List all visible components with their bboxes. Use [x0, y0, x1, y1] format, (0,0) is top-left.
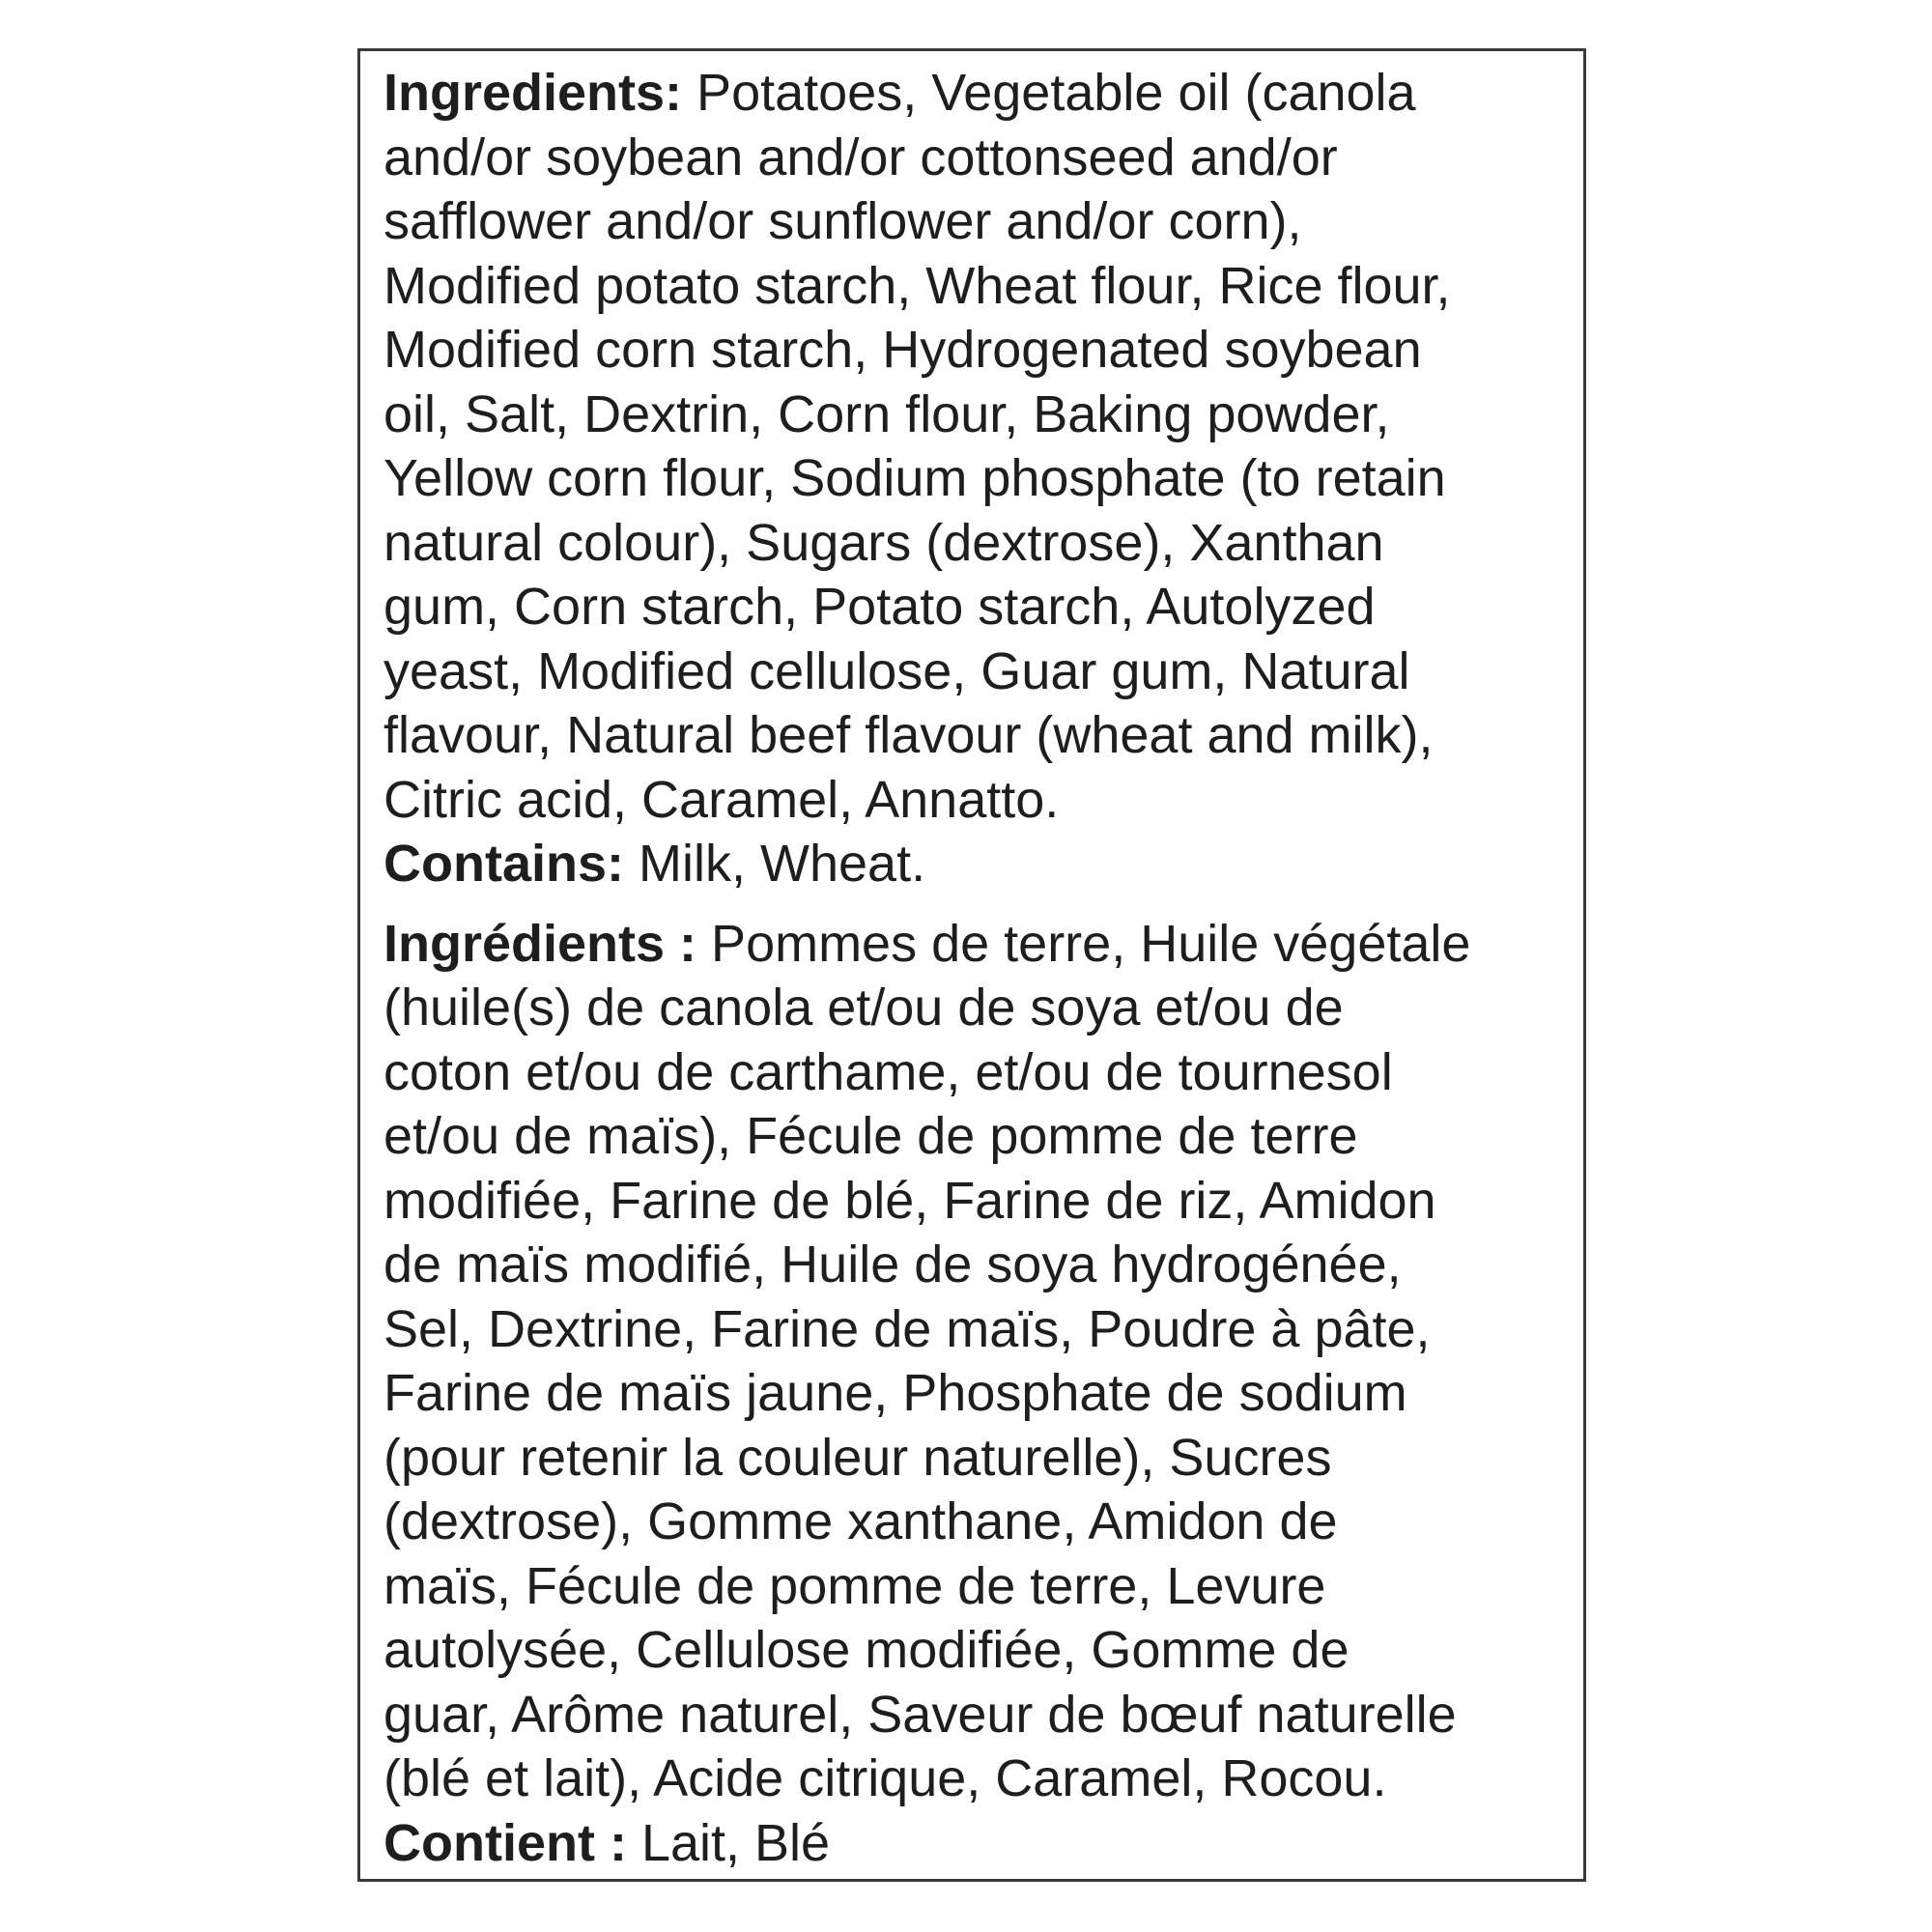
english-ingredients-line: and/or soybean and/or cottonseed and/or	[384, 128, 1338, 186]
french-section	[384, 912, 1572, 1876]
english-section	[384, 61, 1572, 896]
english-ingredients-line: flavour, Natural beef flavour (wheat and milk),	[384, 706, 1434, 764]
english-ingredients-line: safflower and/or sunflower and/or corn),	[384, 192, 1302, 250]
english-ingredients-line: Yellow corn flour, Sodium phosphate (to retain	[384, 449, 1446, 507]
french-ingredients-line: (dextrose), Gomme xanthane, Amidon de	[384, 1492, 1338, 1550]
french-ingredients-line: guar, Arôme naturel, Saveur de bœuf naturelle	[384, 1685, 1457, 1744]
french-contains-line	[384, 1811, 1572, 1876]
french-ingredients-line: (pour retenir la couleur naturelle), Sucres	[384, 1428, 1332, 1487]
french-ingredients-line: autolysée, Cellulose modifiée, Gomme de	[384, 1621, 1350, 1679]
english-contains-line	[384, 832, 1572, 896]
french-ingredients-line: et/ou de maïs), Fécule de pomme de terre	[384, 1107, 1358, 1165]
french-ingredients-line: coton et/ou de carthame, et/ou de tournesol	[384, 1042, 1393, 1101]
french-ingredients-line: modifiée, Farine de blé, Farine de riz, Amidon	[384, 1171, 1436, 1230]
french-ingredients-heading: Ingrédients :	[384, 914, 697, 973]
english-ingredients-line: natural colour), Sugars (dextrose), Xanthan	[384, 513, 1384, 572]
french-ingredients-first-line	[384, 912, 1572, 977]
english-ingredients-line: oil, Salt, Dextrin, Corn flour, Baking powder,	[384, 384, 1390, 443]
english-ingredients-line: gum, Corn starch, Potato starch, Autolyzed	[384, 578, 1376, 636]
french-ingredients-line: Pommes de terre, Huile végétale	[711, 914, 1471, 973]
french-ingredients-line: maïs, Fécule de pomme de terre, Levure	[384, 1556, 1326, 1615]
english-contains-value: Milk, Wheat.	[639, 835, 926, 893]
english-contains-heading: Contains:	[384, 835, 624, 893]
english-ingredients-line: Modified corn starch, Hydrogenated soybean	[384, 321, 1422, 379]
english-ingredients-line: Citric acid, Caramel, Annatto.	[384, 770, 1060, 829]
french-contains-heading: Contient :	[384, 1813, 627, 1872]
french-ingredients-line: de maïs modifié, Huile de soya hydrogénée,	[384, 1236, 1402, 1293]
english-ingredients-first-line	[384, 61, 1572, 126]
french-contains-value: Lait, Blé	[640, 1813, 831, 1872]
french-ingredients-line: (huile(s) de canola et/ou de soya et/ou de	[384, 979, 1344, 1037]
french-ingredients-line: (blé et lait), Acide citrique, Caramel, Rocou.	[384, 1749, 1387, 1807]
english-ingredients-line: yeast, Modified cellulose, Guar gum, Natural	[384, 641, 1410, 700]
english-ingredients-heading: Ingredients:	[384, 64, 683, 122]
english-ingredients-line: Potatoes, Vegetable oil (canola	[696, 64, 1416, 122]
ingredients-text-block	[384, 61, 1572, 1875]
french-ingredients-line: Sel, Dextrine, Farine de maïs, Poudre à pâte,	[384, 1299, 1431, 1358]
english-ingredients-line: Modified potato starch, Wheat flour, Rice flour,	[384, 256, 1451, 315]
french-ingredients-line: Farine de maïs jaune, Phosphate de sodium	[384, 1364, 1407, 1422]
ingredients-label-panel	[357, 48, 1586, 1882]
